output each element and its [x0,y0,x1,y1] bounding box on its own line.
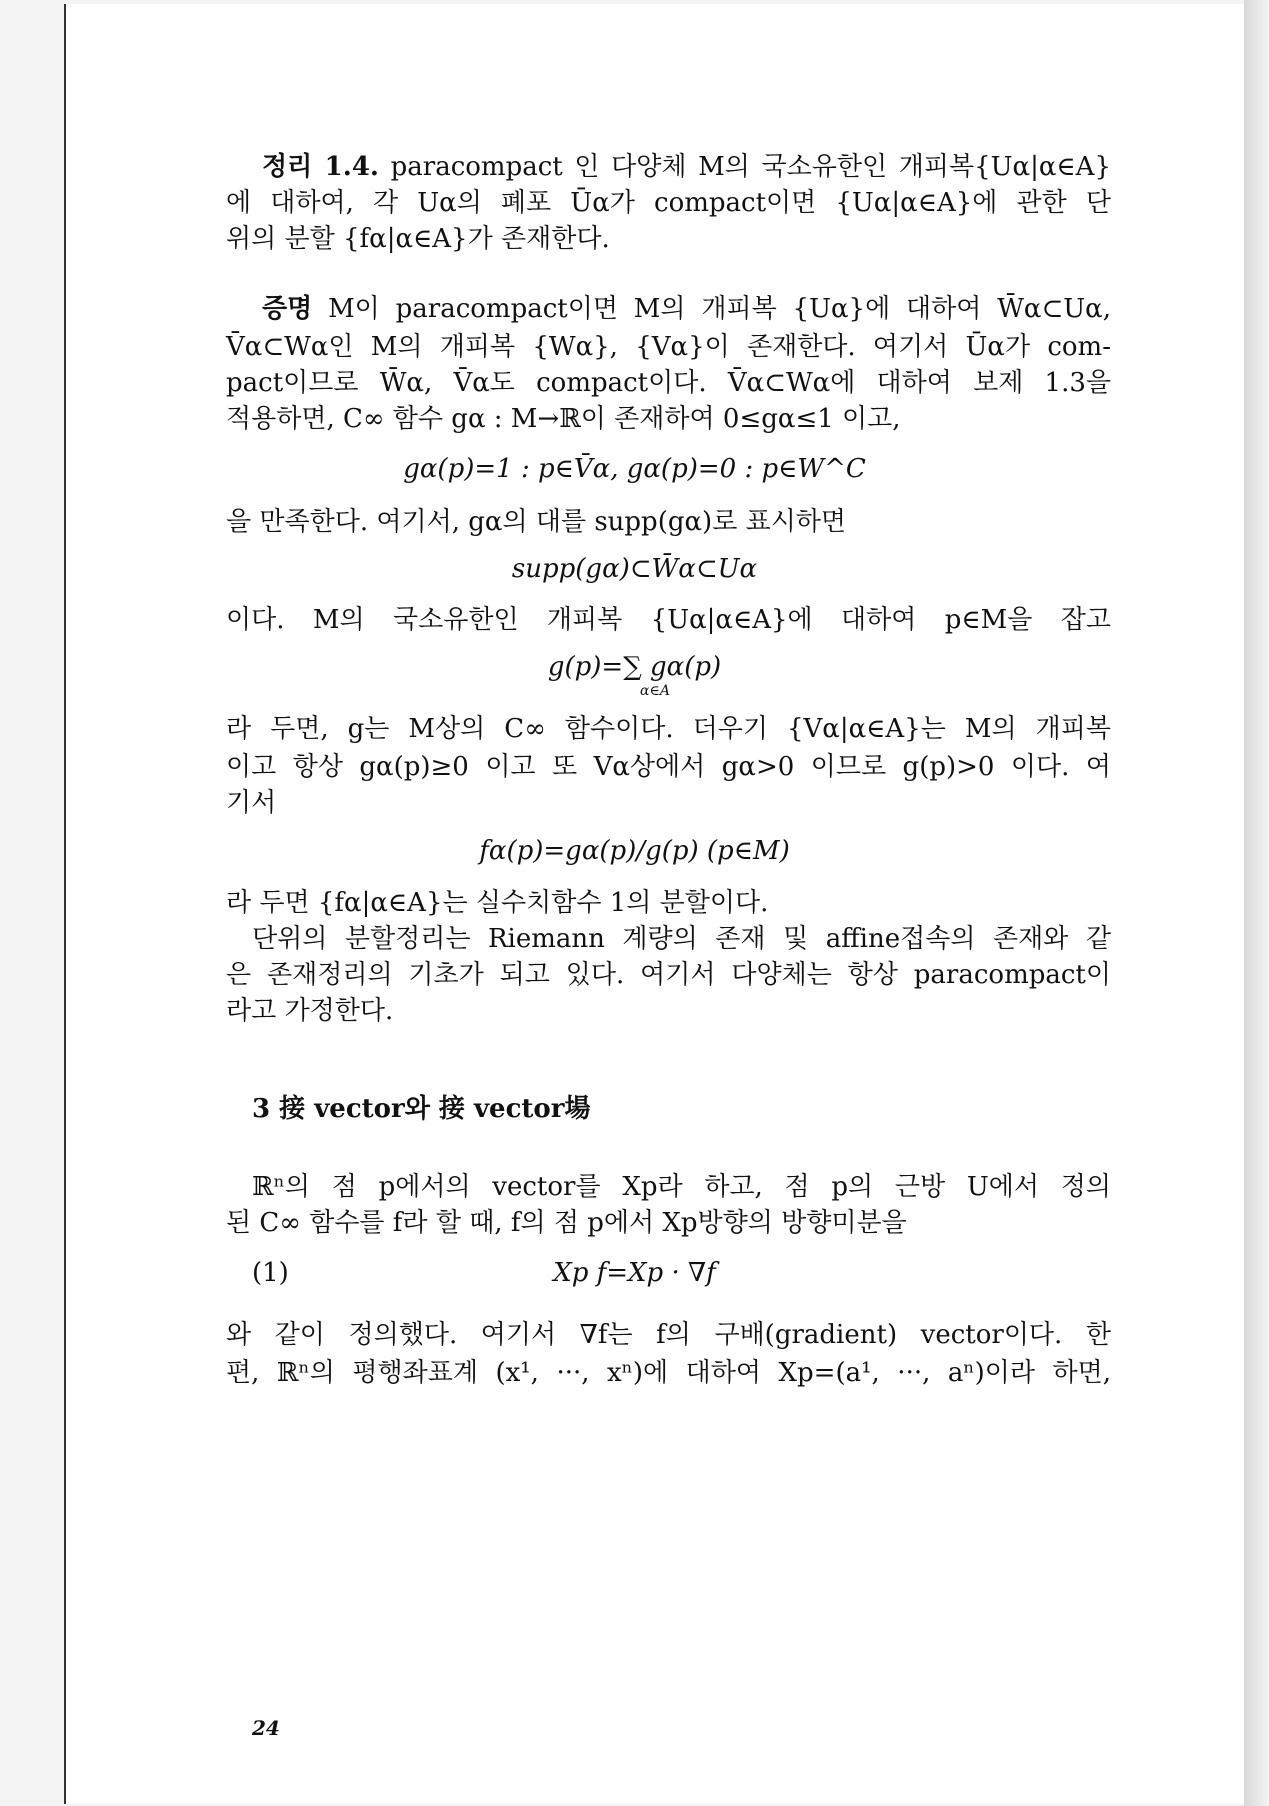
theorem-line-3: 위의 분할 {fα|α∈A}가 존재한다. [226,224,610,254]
equation-sum: g(p)=∑ gα(p) [547,652,722,682]
proof-text-1: M이 paracompact이면 M의 개피복 {Uα}에 대하여 W̄α⊂Uα, [328,294,1111,324]
proof-line-10: 라 두면 {fα|α∈A}는 실수치함수 1의 분할이다. [226,888,769,918]
proof-line-9: 기서 [226,788,277,818]
section-heading: 3 接 vector와 接 vector場 [252,1094,591,1124]
proof-line-12: 은 존재정리의 기초가 되고 있다. 여기서 다양체는 항상 paracompact이 [226,960,1111,990]
section-line-1: ℝⁿ의 점 p에서의 vector를 Xp라 하고, 점 p의 근방 U에서 정의 [252,1172,1111,1202]
equation-g-alpha: gα(p)=1 : p∈V̄α, gα(p)=0 : p∈W^C [403,454,866,484]
equation-number: (1) [252,1258,289,1288]
proof-line-8: 이고 항상 gα(p)≥0 이고 또 Vα상에서 gα>0 이므로 g(p)>0 이다. 여 [226,752,1111,782]
proof-line-13: 라고 가정한다. [226,996,394,1026]
proof-line-11: 단위의 분할정리는 Riemann 계량의 존재 및 affine접속의 존재와 같 [252,924,1111,954]
proof-line-1 [262,292,1111,326]
equation-directional-derivative: Xp f=Xp · ∇f [553,1258,716,1288]
proof-line-2: V̄α⊂Wα인 M의 개피복 {Wα}, {Vα}이 존재한다. 여기서 Ūα가 com- [226,332,1111,362]
section-line-3: 와 같이 정의했다. 여기서 ∇f는 f의 구배(gradient) vector이다. 한 [226,1320,1111,1350]
proof-line-7: 라 두면, g는 M상의 C∞ 함수이다. 더우기 {Vα|α∈A}는 M의 개피복 [226,714,1111,744]
page-edge-shadow [1244,0,1269,1806]
theorem-label: 정리 1.4. [262,152,379,182]
equation-f-alpha: fα(p)=gα(p)/g(p) (p∈M) [479,836,790,866]
section-line-2: 된 C∞ 함수를 f라 할 때, f의 점 p에서 Xp방향의 방향미분을 [226,1208,907,1238]
equation-sum-subscript: α∈A [640,683,670,699]
proof-line-5: 을 만족한다. 여기서, gα의 대를 supp(gα)로 표시하면 [226,507,847,537]
theorem-line-2: 에 대하여, 각 Uα의 폐포 Ūα가 compact이면 {Uα|α∈A}에 관한 단 [226,188,1111,218]
page-number: 24 [252,1716,280,1740]
equation-supp: supp(gα)⊂W̄α⊂Uα [511,554,758,584]
proof-line-4: 적용하면, C∞ 함수 gα : M→ℝ이 존재하여 0≤gα≤1 이고, [226,404,901,434]
proof-line-6: 이다. M의 국소유한인 개피복 {Uα|α∈A}에 대하여 p∈M을 잡고 [226,605,1111,635]
theorem-line-1 [262,150,1111,184]
proof-label: 증명 [262,294,313,324]
theorem-text-1: paracompact 인 다양체 M의 국소유한인 개피복{Uα|α∈A} [390,152,1112,182]
section-line-4: 편, ℝⁿ의 평행좌표계 (x¹, ···, xⁿ)에 대하여 Xp=(a¹, ···, aⁿ)이라 하면, [226,1358,1111,1388]
proof-line-3: pact이므로 W̄α, V̄α도 compact이다. V̄α⊂Wα에 대하여 보제 1.3을 [226,368,1111,398]
